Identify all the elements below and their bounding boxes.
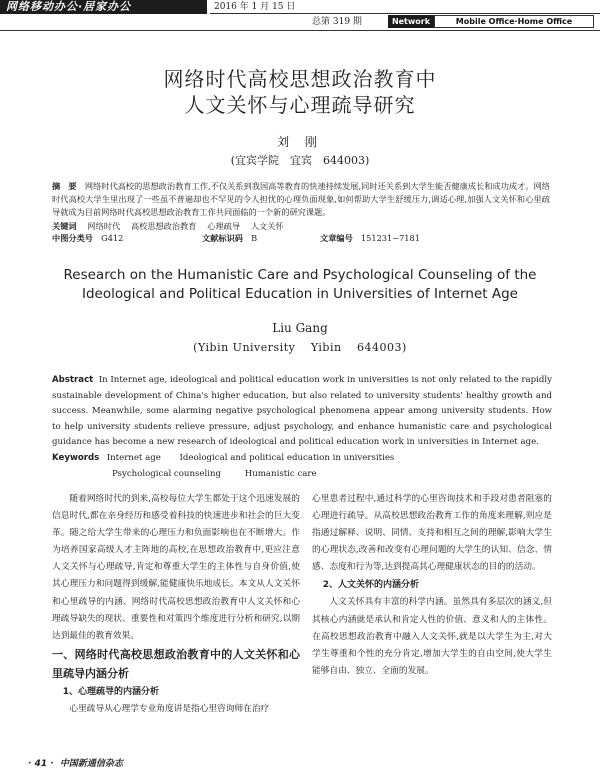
journal-name: 中国新通信杂志 xyxy=(59,759,123,769)
keyword-en: Ideological and political education in universities xyxy=(179,453,395,463)
issue-date: 2016 年 1 月 15 日 xyxy=(214,2,296,12)
network-tag: Network xyxy=(388,15,434,28)
author-en: Liu Gang xyxy=(272,321,328,335)
subsection-heading: 1、心理疏导的内涵分析 xyxy=(62,686,160,697)
keyword-en: Psychological counseling xyxy=(112,469,222,479)
keyword-en: Humanistic care xyxy=(244,469,317,479)
journal-brand-banner: 网络移动办公·居家办公 xyxy=(0,0,207,14)
keyword-cn: 人文关怀 xyxy=(250,221,284,231)
doc-code-value: B xyxy=(251,233,258,243)
page-number: · 41 · xyxy=(28,759,54,769)
keywords-en-label: Keywords xyxy=(52,453,100,463)
body-paragraph: 随着网络时代的到来,高校每位大学生都处于这个迅速发展的信息时代,都在亲身经历和感受着科技的快速进步和社会的巨大变革。随之给大学生带来的心理压力和负面影响也在不断增大。作为培养国家高级人才主阵地的高校,在思想政治教育中,更应注意人文关怀与心理疏导,肯定和尊重大学生的主体性与自身价值,使其心理压力和问题得到缓解,能健康快乐地成长。本文从人文关怀和心里疏导的内涵、网络时代高校思想政治教育中人文关怀和心理疏导缺失的现状、重要性和对策四个维度进行分析和研究,以期达到最佳的教育效果。 xyxy=(52,494,300,641)
doc-code-label: 文献标识码 xyxy=(202,233,243,243)
keyword-cn: 网络时代 xyxy=(87,221,121,231)
abstract-cn-label: 摘 要 xyxy=(52,181,77,191)
affiliation-en: (Yibin University Yibin 644003) xyxy=(193,341,407,354)
body-paragraph: 心里疏导从心理学专业角度讲是指心里咨询师在治疗 xyxy=(69,703,270,714)
article-number-value: 151231−7181 xyxy=(360,233,420,243)
header-rule xyxy=(210,13,600,14)
abstract-cn xyxy=(52,180,550,219)
abstract-en-label: Abstract xyxy=(52,375,94,385)
author-cn: 刘 刚 xyxy=(277,135,323,149)
body-column-left xyxy=(52,491,300,718)
affiliation-cn: (宜宾学院 宜宾 644003) xyxy=(230,154,370,167)
issue-number: 总第 319 期 xyxy=(312,17,362,27)
body-column-right xyxy=(312,491,552,680)
body-paragraph: 人文关怀具有丰富的科学内涵。虽然具有多层次的涵义,但其核心内涵就是承认和肯定人性的价值、意义和人的主体性。在高校思想政治教育中融入人文关怀,就是以大学生为主,对大学生尊重和个性的充分肯定,增加大学生的自由空间,使大学生能够自由、独立、全面的发展。 xyxy=(312,597,552,676)
title-en-line2: Ideological and Political Education in Universities of Internet Age xyxy=(82,286,518,302)
clc-label: 中图分类号 xyxy=(52,233,93,243)
keyword-cn: 心理疏导 xyxy=(207,221,241,231)
subsection-heading: 2、人文关怀的内涵分析 xyxy=(322,580,420,591)
body-paragraph: 心里患者过程中,通过科学的心里咨询技术和手段对患者阻塞的心理进行疏导。从高校思想政治教育工作的角度来理解,则应是指通过解释、说明、同情、支持和相互之间的理解,影响大学生的心理状态,改善和改变有心理问题的大学生的认知、信念、情感、态度和行为等,达到提高其心理健康状态的目的的活动。 xyxy=(312,494,552,573)
keywords-en xyxy=(52,450,552,482)
section-tag: Mobile Office·Home Office xyxy=(434,15,594,28)
abstract-en-text: In Internet age, ideological and political education work in universities is not only related to the rapidly sustainable development of China's higher education, but also related to university students' healthy growth and success. Meanwhile, some alarming negative psychological phenomena appear among university students. How to help university students relieve pressure, adjust psychology, and enhance humanistic care and psychological guidance has become a new research of ideological and political education work in universities in Internet age. xyxy=(52,375,552,447)
article-number-label: 文章编号 xyxy=(320,233,353,243)
title-cn-line1: 网络时代高校思想政治教育中 xyxy=(163,67,437,91)
keyword-cn: 高校思想政治教育 xyxy=(130,221,197,231)
title-en-line1: Research on the Humanistic Care and Psychological Counseling of the xyxy=(63,267,537,283)
abstract-en xyxy=(52,373,552,451)
abstract-cn-text: 网络时代高校的思想政治教育工作,不仅关系到我国高等教育的快速持续发展,同时还关系到大学生能否健康成长和成功成才。网络时代高校大学生里出现了一些虽不普遍却也不罕见的令人担忧的心理负面现象,如何帮助大学生舒缓压力,调适心理,加强人文关怀和心里疏导就成为目前网络时代高校思想政治教育工作共同面临的一个新的研究课题。 xyxy=(52,181,550,217)
clc-value: G412 xyxy=(101,233,124,243)
keyword-en: Internet age xyxy=(106,453,161,463)
page-footer xyxy=(28,756,228,769)
section-heading: 一、网络时代高校思想政治教育中的人文关怀和心里疏导内涵分析 xyxy=(52,647,300,680)
keywords-cn xyxy=(52,220,550,233)
title-cn-line2: 人文关怀与心理疏导研究 xyxy=(184,93,416,117)
header-bottom-rule xyxy=(0,30,600,31)
keywords-cn-label: 关键词 xyxy=(52,221,77,231)
